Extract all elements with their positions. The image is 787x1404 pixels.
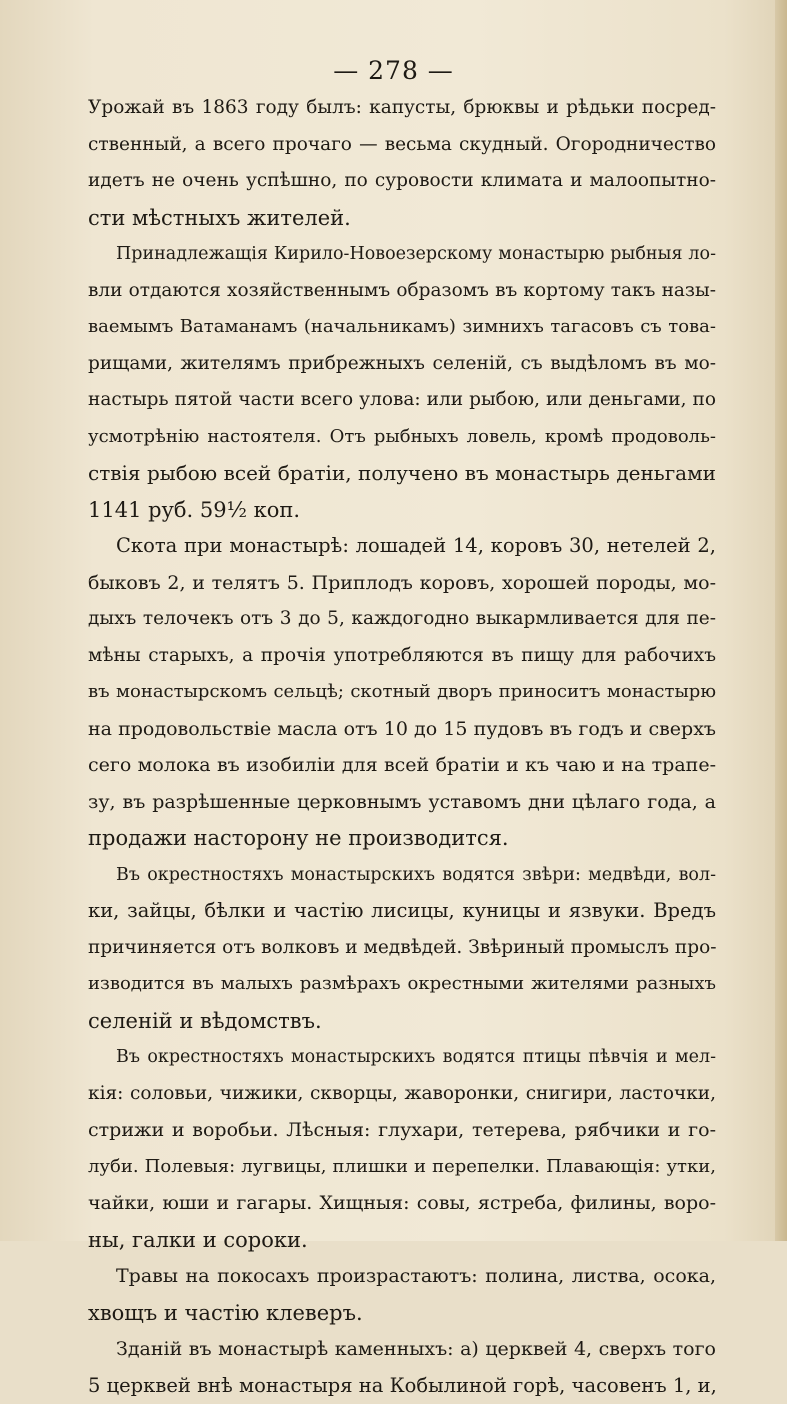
paragraph: [88, 857, 716, 1040]
paragraph: [88, 1039, 716, 1258]
page-edge: [775, 0, 787, 1241]
text-line: ственный, а всего прочаго — весьма скудный. Огородничество: [88, 127, 716, 164]
text-line: въ монастырскомъ сельцѣ; скотный дворъ приноситъ монастырю: [88, 674, 716, 711]
text-line: сего молока въ изобиліи для всей братіи и къ чаю и на трапе-: [88, 747, 716, 784]
text-line: ны, галки и сороки.: [88, 1222, 716, 1259]
text-line: Зданій въ монастырѣ каменныхъ: а) церквей 4, сверхъ того: [88, 1331, 716, 1368]
text-line: Въ окрестностяхъ монастырскихъ водятся звѣри: медвѣди, вол-: [88, 857, 716, 894]
page-number: — 278 —: [0, 56, 787, 85]
text-line: Скота при монастырѣ: лошадей 14, коровъ 30, нетелей 2,: [88, 528, 716, 565]
text-line: ствія рыбою всей братіи, получено въ монастырь деньгами: [88, 455, 716, 492]
text-line: зу, въ разрѣшенные церковнымъ уставомъ дни цѣлаго года, а: [88, 784, 716, 821]
paragraph: [88, 90, 716, 236]
text-line: рищами, жителямъ прибрежныхъ селеній, съ выдѣломъ въ мо-: [88, 346, 716, 383]
text-line: Урожай въ 1863 году былъ: капусты, брюквы и рѣдьки посред-: [88, 90, 716, 127]
text-line: чайки, юши и гагары. Хищныя: совы, ястреба, филины, воро-: [88, 1185, 716, 1222]
text-line: причиняется отъ волковъ и медвѣдей. Звѣриный промыслъ про-: [88, 930, 716, 967]
text-line: изводится въ малыхъ размѣрахъ окрестными жителями разныхъ: [88, 966, 716, 1003]
paragraph: [88, 236, 716, 528]
text-line: быковъ 2, и телятъ 5. Приплодъ коровъ, хорошей породы, мо-: [88, 565, 716, 602]
text-line: Въ окрестностяхъ монастырскихъ водятся птицы пѣвчія и мел-: [88, 1039, 716, 1076]
text-line: ки, зайцы, бѣлки и частію лисицы, куницы и язвуки. Вредъ: [88, 893, 716, 930]
text-line: усмотрѣнію настоятеля. Отъ рыбныхъ ловель, кромѣ продоволь-: [88, 419, 716, 456]
text-line: кія: соловьи, чижики, скворцы, жаворонки, снигири, ласточки,: [88, 1076, 716, 1113]
text-line: 5 церквей внѣ монастыря на Кобылиной горѣ, часовенъ 1, и,: [88, 1368, 716, 1404]
text-line: Травы на покосахъ произрастаютъ: полина, листва, осока,: [88, 1258, 716, 1295]
body-text: [88, 90, 716, 1404]
text-line: идетъ не очень успѣшно, по суровости климата и малоопытно-: [88, 163, 716, 200]
text-line: сти мѣстныхъ жителей.: [88, 200, 716, 237]
text-line: хвощъ и частію клеверъ.: [88, 1295, 716, 1332]
text-line: луби. Полевыя: лугвицы, плишки и перепелки. Плавающія: утки,: [88, 1149, 716, 1186]
text-line: селеній и вѣдомствъ.: [88, 1003, 716, 1040]
paragraph: [88, 1331, 716, 1404]
text-line: на продовольствіе масла отъ 10 до 15 пудовъ въ годъ и сверхъ: [88, 711, 716, 748]
text-line: вли отдаются хозяйственнымъ образомъ въ кортому такъ назы-: [88, 273, 716, 310]
text-line: настырь пятой части всего улова: или рыбою, или деньгами, по: [88, 382, 716, 419]
text-line: продажи насторону не производится.: [88, 820, 716, 857]
text-line: 1141 руб. 59½ коп.: [88, 492, 716, 529]
text-line: ваемымъ Ватаманамъ (начальникамъ) зимнихъ тагасовъ съ това-: [88, 309, 716, 346]
text-line: дыхъ телочекъ отъ 3 до 5, каждогодно выкармливается для пе-: [88, 601, 716, 638]
paragraph: [88, 528, 716, 857]
text-line: мѣны старыхъ, а прочія употребляются въ пищу для рабочихъ: [88, 638, 716, 675]
text-line: стрижи и воробьи. Лѣсныя: глухари, тетерева, рябчики и го-: [88, 1112, 716, 1149]
text-line: Принадлежащія Кирило-Новоезерскому монастырю рыбныя ло-: [88, 236, 716, 273]
paragraph: [88, 1258, 716, 1331]
